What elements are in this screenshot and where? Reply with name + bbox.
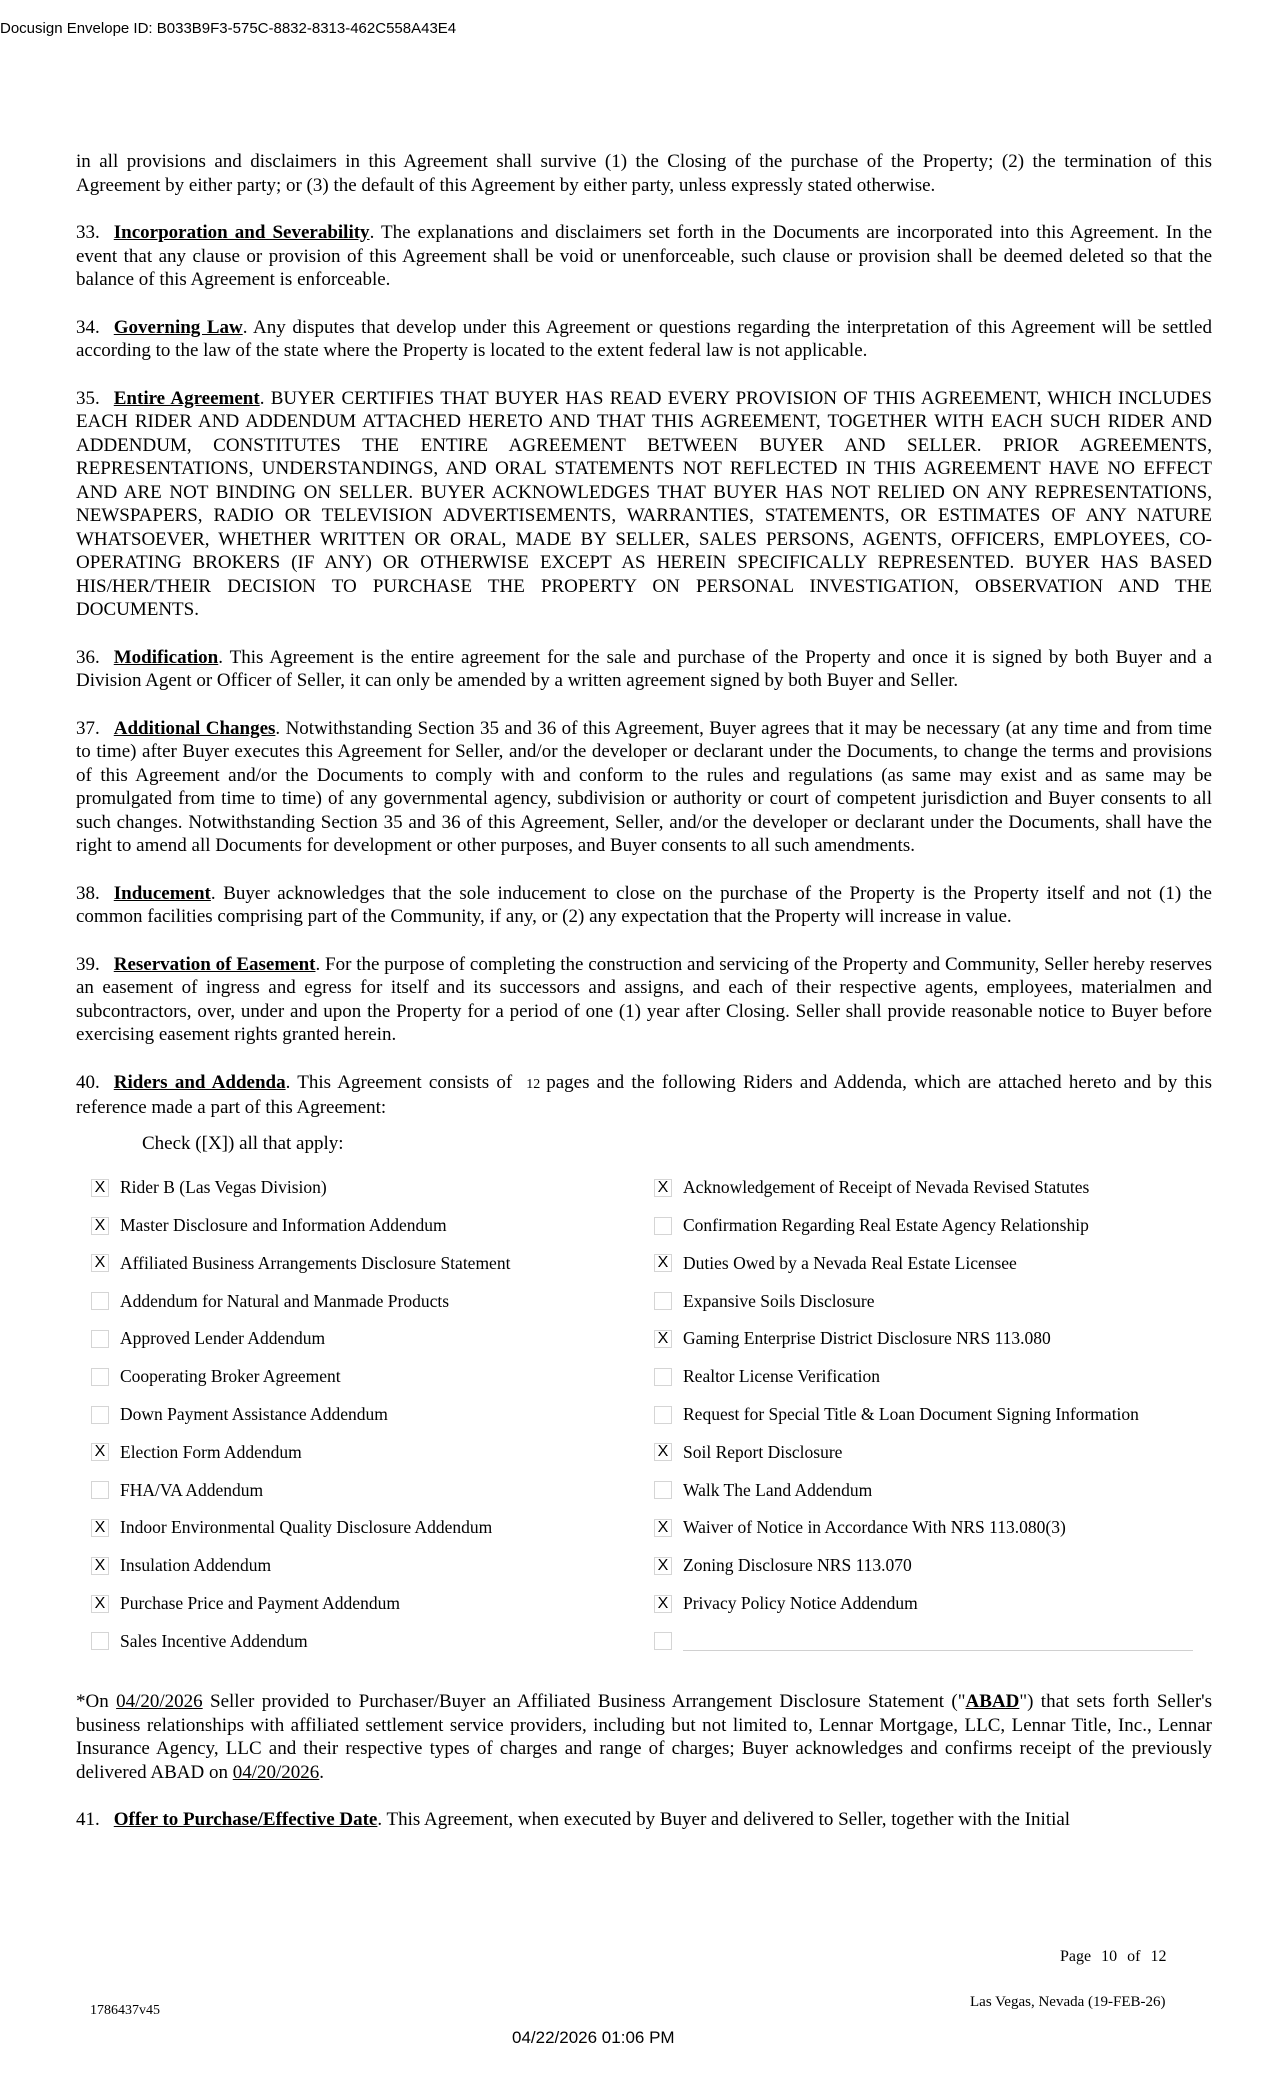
section-number: 34. — [76, 316, 100, 338]
page-current: 10 — [1101, 1948, 1118, 1965]
section-heading: Governing Law — [113, 316, 243, 338]
abad-abbreviation: ABAD — [965, 1691, 1020, 1713]
section-number: 40. — [76, 1071, 100, 1093]
page-count: 12 — [526, 1076, 541, 1092]
checklist-item — [654, 1207, 1194, 1245]
checkbox[interactable] — [91, 1330, 109, 1348]
section-text: . The explanations and disclaimers set forth in the Documents are incorporated into this Agreement. In the event that any clause or provision of this Agreement shall be void or unenforceable, such clause or provision shall be deemed deleted so that the balance of this Agreement is enforceable. — [76, 222, 1212, 290]
section-number: 39. — [76, 953, 100, 975]
checklist-label: Addendum for Natural and Manmade Products — [120, 1290, 450, 1311]
checklist-item — [91, 1509, 654, 1547]
section-text: . This Agreement consists of — [285, 1071, 513, 1093]
checklist-label: Request for Special Title & Loan Document Signing Information — [683, 1403, 1139, 1424]
section-heading: Inducement — [113, 882, 211, 904]
checklist-item — [654, 1169, 1194, 1207]
section-paragraph — [76, 953, 1212, 1047]
checkbox[interactable]: X — [654, 1179, 672, 1197]
abad-text: ") that sets forth Seller's business relationships with affiliated settlement service providers, including but not limited to, Lennar Mortgage, LLC, Lennar Title, Inc., Lennar Insurance Agency, LLC and their respective types of charges and range of charges; Buyer acknowledges and confirms receipt of the previously delivered ABAD on — [76, 1691, 1212, 1783]
checkbox[interactable] — [91, 1368, 109, 1386]
checklist-label: Rider B (Las Vegas Division) — [120, 1177, 327, 1198]
checkbox[interactable] — [654, 1217, 672, 1235]
checklist-label: Sales Incentive Addendum — [120, 1630, 308, 1651]
section-heading: Incorporation and Severability — [113, 222, 370, 243]
checklist-label: Realtor License Verification — [683, 1366, 880, 1387]
checklist-label: Down Payment Assistance Addendum — [120, 1403, 388, 1424]
page-number — [1060, 1948, 1176, 1966]
section-number: 38. — [76, 882, 100, 904]
section-text: pages and the following Riders and Addenda, which are attached hereto and by this reference made a part of this Agreement: — [76, 1071, 1212, 1118]
section-text: . Notwithstanding Section 35 and 36 of this Agreement, Buyer agrees that it may be necessary (at any time and from time to time) after Buyer executes this Agreement for Seller, and/or the developer or declarant under the Documents, to change the terms and provisions of this Agreement and/or the Documents to comply with and conform to the rules and regulations (as same may exist and as same may be promulgated from time to time) of any governmental agency, subdivision or authority or court of competent jurisdiction and Buyer consents to all such changes. Notwithstanding Section 35 and 36 of this Agreement, Seller, and/or the developer or declarant under the Documents, shall have the right to amend all Documents for development or other purposes, and Buyer consents to all such amendments. — [76, 717, 1212, 856]
checklist-label: Affiliated Business Arrangements Disclosure Statement — [120, 1252, 511, 1273]
page-of-label: of — [1127, 1948, 1141, 1965]
section-heading: Reservation of Easement — [113, 953, 316, 975]
abad-paragraph — [76, 1690, 1212, 1784]
document-body — [76, 150, 1212, 1856]
checklist-label: Gaming Enterprise District Disclosure NRS 113.080 — [683, 1328, 1051, 1349]
section-heading: Riders and Addenda — [113, 1071, 286, 1093]
signature-timestamp: 04/22/2026 01:06 PM — [512, 2028, 675, 2047]
checklist-item — [91, 1245, 654, 1283]
checkbox[interactable]: X — [91, 1254, 109, 1272]
abad-text: Seller provided to Purchaser/Buyer an Affiliated Business Arrangement Disclosure Statement (" — [202, 1691, 966, 1713]
page-label: Page — [1060, 1948, 1092, 1965]
checklist-item — [91, 1396, 654, 1434]
section-paragraph — [76, 387, 1212, 622]
sections-list — [76, 221, 1212, 1047]
checkbox[interactable]: X — [654, 1519, 672, 1537]
checklist-item — [654, 1282, 1194, 1320]
checklist-item — [654, 1509, 1194, 1547]
section-text: . For the purpose of completing the construction and servicing of the Property and Community, Seller hereby reserves an easement of ingress and egress for itself and its successors and assigns, and each of their respective agents, employees, materialmen and subcontractors, over, under and upon the Property for a period of one (1) year after Closing. Seller shall provide reasonable notice to Buyer before exercising easement rights granted herein. — [76, 953, 1212, 1045]
page-total: 12 — [1150, 1948, 1167, 1965]
checklist-item — [91, 1471, 654, 1509]
checklist-label: FHA/VA Addendum — [120, 1479, 264, 1500]
checkbox[interactable]: X — [654, 1595, 672, 1613]
checklist-label: Expansive Soils Disclosure — [683, 1290, 875, 1311]
checklist-label: Approved Lender Addendum — [120, 1328, 326, 1349]
checklist-label: Waiver of Notice in Accordance With NRS 113.080(3) — [683, 1517, 1066, 1538]
checkbox[interactable]: X — [91, 1179, 109, 1197]
checklist-item — [91, 1320, 654, 1358]
section-text: . Any disputes that develop under this Agreement or questions regarding the interpretation of this Agreement will be settled according to the law of the state where the Property is located to the extent federal law is not applicable. — [76, 316, 1212, 361]
checklist-item — [654, 1585, 1194, 1623]
checklist-label: Walk The Land Addendum — [683, 1479, 873, 1500]
section-number: 33. — [76, 222, 100, 243]
section-number: 35. — [76, 387, 100, 409]
checkbox[interactable]: X — [654, 1330, 672, 1348]
checklist-item — [91, 1623, 654, 1661]
checklist-label: Confirmation Regarding Real Estate Agency Relationship — [683, 1214, 1089, 1235]
section-paragraph — [76, 882, 1212, 929]
document-location: Las Vegas, Nevada (19-FEB-26) — [970, 1994, 1166, 2010]
checklist-label: Acknowledgement of Receipt of Nevada Revised Statutes — [683, 1177, 1090, 1198]
checkbox[interactable]: X — [91, 1519, 109, 1537]
section-40 — [76, 1071, 1212, 1120]
checklist-item — [91, 1282, 654, 1320]
checklist-label: Insulation Addendum — [120, 1555, 272, 1576]
section-text: . Buyer acknowledges that the sole inducement to close on the purchase of the Property is the Property itself and not (1) the common facilities comprising part of the Community, if any, or (2) any expectation that the Property will increase in value. — [76, 882, 1212, 927]
checkbox[interactable]: X — [654, 1557, 672, 1575]
section-number: 41. — [76, 1809, 100, 1831]
section-paragraph — [76, 717, 1212, 858]
checklist-label: Zoning Disclosure NRS 113.070 — [683, 1555, 912, 1576]
checklist-item — [654, 1471, 1194, 1509]
abad-receipt-date-field[interactable]: 04/20/2026 — [232, 1761, 320, 1783]
checkbox[interactable] — [654, 1292, 672, 1310]
checkbox[interactable] — [91, 1632, 109, 1650]
checklist-label: Election Form Addendum — [120, 1441, 302, 1462]
checkbox[interactable]: X — [91, 1217, 109, 1235]
checkbox[interactable] — [654, 1368, 672, 1386]
section-text: . BUYER CERTIFIES THAT BUYER HAS READ EVERY PROVISION OF THIS AGREEMENT, WHICH INCLUDES EACH RIDER AND ADDENDUM ATTACHED HERETO AND THAT THIS AGREEMENT, TOGETHER WITH EACH SUCH RIDER AND ADDENDUM, CONSTITUTES THE ENTIRE AGREEMENT BETWEEN BUYER AND SELLER. PRIOR AGREEMENTS, REPRESENTATIONS, UNDERSTANDINGS, AND ORAL STATEMENTS NOT REFLECTED IN THIS AGREEMENT HAVE NO EFFECT AND ARE NOT BINDING ON SELLER. BUYER ACKNOWLEDGES THAT BUYER HAS NOT RELIED ON ANY REPRESENTATIONS, NEWSPAPERS, RADIO OR TELEVISION ADVERTISEMENTS, WARRANTIES, STATEMENTS, OR ESTIMATES OF ANY NATURE WHATSOEVER, WHETHER WRITTEN OR ORAL, MADE BY SELLER, SALES PERSONS, AGENTS, OFFICERS, EMPLOYEES, CO-OPERATING BROKERS (IF ANY) OR OTHERWISE EXCEPT AS HEREIN SPECIFICALLY REPRESENTED. BUYER HAS BASED HIS/HER/THEIR DECISION TO PURCHASE THE PROPERTY ON PERSONAL INVESTIGATION, OBSERVATION AND THE DOCUMENTS. — [76, 387, 1212, 620]
checkbox[interactable] — [91, 1481, 109, 1499]
blank-entry-field[interactable] — [683, 1632, 1193, 1651]
abad-date-field[interactable]: 04/20/2026 — [116, 1691, 203, 1713]
section-heading: Modification — [113, 646, 219, 668]
checklist-right-column — [654, 1169, 1194, 1660]
checklist-left-column — [91, 1169, 654, 1660]
checklist-item — [91, 1169, 654, 1207]
checkbox[interactable] — [91, 1292, 109, 1310]
checklist-item — [91, 1434, 654, 1472]
section-heading: Offer to Purchase/Effective Date — [113, 1809, 378, 1831]
checklist-item — [91, 1358, 654, 1396]
section-heading: Entire Agreement — [113, 387, 260, 409]
checklist-item — [654, 1358, 1194, 1396]
envelope-id: Docusign Envelope ID: B033B9F3-575C-8832-8313-462C558A43E4 — [0, 20, 457, 37]
checkbox[interactable]: X — [91, 1443, 109, 1461]
checkbox[interactable] — [91, 1406, 109, 1424]
checklist-label: Duties Owed by a Nevada Real Estate Licensee — [683, 1252, 1017, 1273]
section-paragraph — [76, 221, 1212, 292]
checklist-label: Purchase Price and Payment Addendum — [120, 1592, 400, 1613]
checklist-item-blank — [654, 1623, 1194, 1661]
checklist-label: Soil Report Disclosure — [683, 1441, 843, 1462]
checklist-label: Cooperating Broker Agreement — [120, 1366, 341, 1387]
section-text: . This Agreement is the entire agreement for the sale and purchase of the Property and once it is signed by both Buyer and a Division Agent or Officer of Seller, it can only be amended by a written agreement signed by both Buyer and Seller. — [76, 646, 1212, 691]
checkbox[interactable]: X — [654, 1254, 672, 1272]
check-instructions: Check ([X]) all that apply: — [142, 1132, 344, 1154]
riders-checklist — [91, 1169, 1212, 1660]
section-number: 37. — [76, 717, 100, 739]
checklist-item — [654, 1396, 1194, 1434]
checkbox[interactable]: X — [91, 1557, 109, 1575]
section-41 — [76, 1808, 1212, 1832]
abad-text: *On — [76, 1691, 117, 1713]
checkbox[interactable] — [654, 1632, 672, 1650]
checkbox[interactable] — [654, 1406, 672, 1424]
checkbox[interactable] — [654, 1481, 672, 1499]
section-number: 36. — [76, 646, 100, 668]
abad-text: . — [319, 1761, 325, 1783]
checklist-item — [91, 1547, 654, 1585]
section-text: . This Agreement, when executed by Buyer and delivered to Seller, together with the Initial — [377, 1809, 1071, 1831]
section-paragraph — [76, 646, 1212, 693]
checklist-item — [654, 1547, 1194, 1585]
checklist-item — [654, 1245, 1194, 1283]
checklist-label: Indoor Environmental Quality Disclosure Addendum — [120, 1517, 493, 1538]
intro-paragraph: in all provisions and disclaimers in this Agreement shall survive (1) the Closing of the purchase of the Property; (2) the termination of this Agreement by either party; or (3) the default of this Agreement by either party, unless expressly stated otherwise. — [76, 151, 1212, 196]
checklist-label: Master Disclosure and Information Addendum — [120, 1214, 447, 1235]
checkbox[interactable]: X — [654, 1443, 672, 1461]
checklist-label: Privacy Policy Notice Addendum — [683, 1592, 918, 1613]
section-paragraph — [76, 316, 1212, 363]
section-heading: Additional Changes — [113, 717, 276, 739]
checklist-item — [654, 1320, 1194, 1358]
document-id: 1786437v45 — [90, 2003, 160, 2018]
checklist-item — [91, 1207, 654, 1245]
checklist-item — [91, 1585, 654, 1623]
checkbox[interactable]: X — [91, 1595, 109, 1613]
checklist-item — [654, 1434, 1194, 1472]
